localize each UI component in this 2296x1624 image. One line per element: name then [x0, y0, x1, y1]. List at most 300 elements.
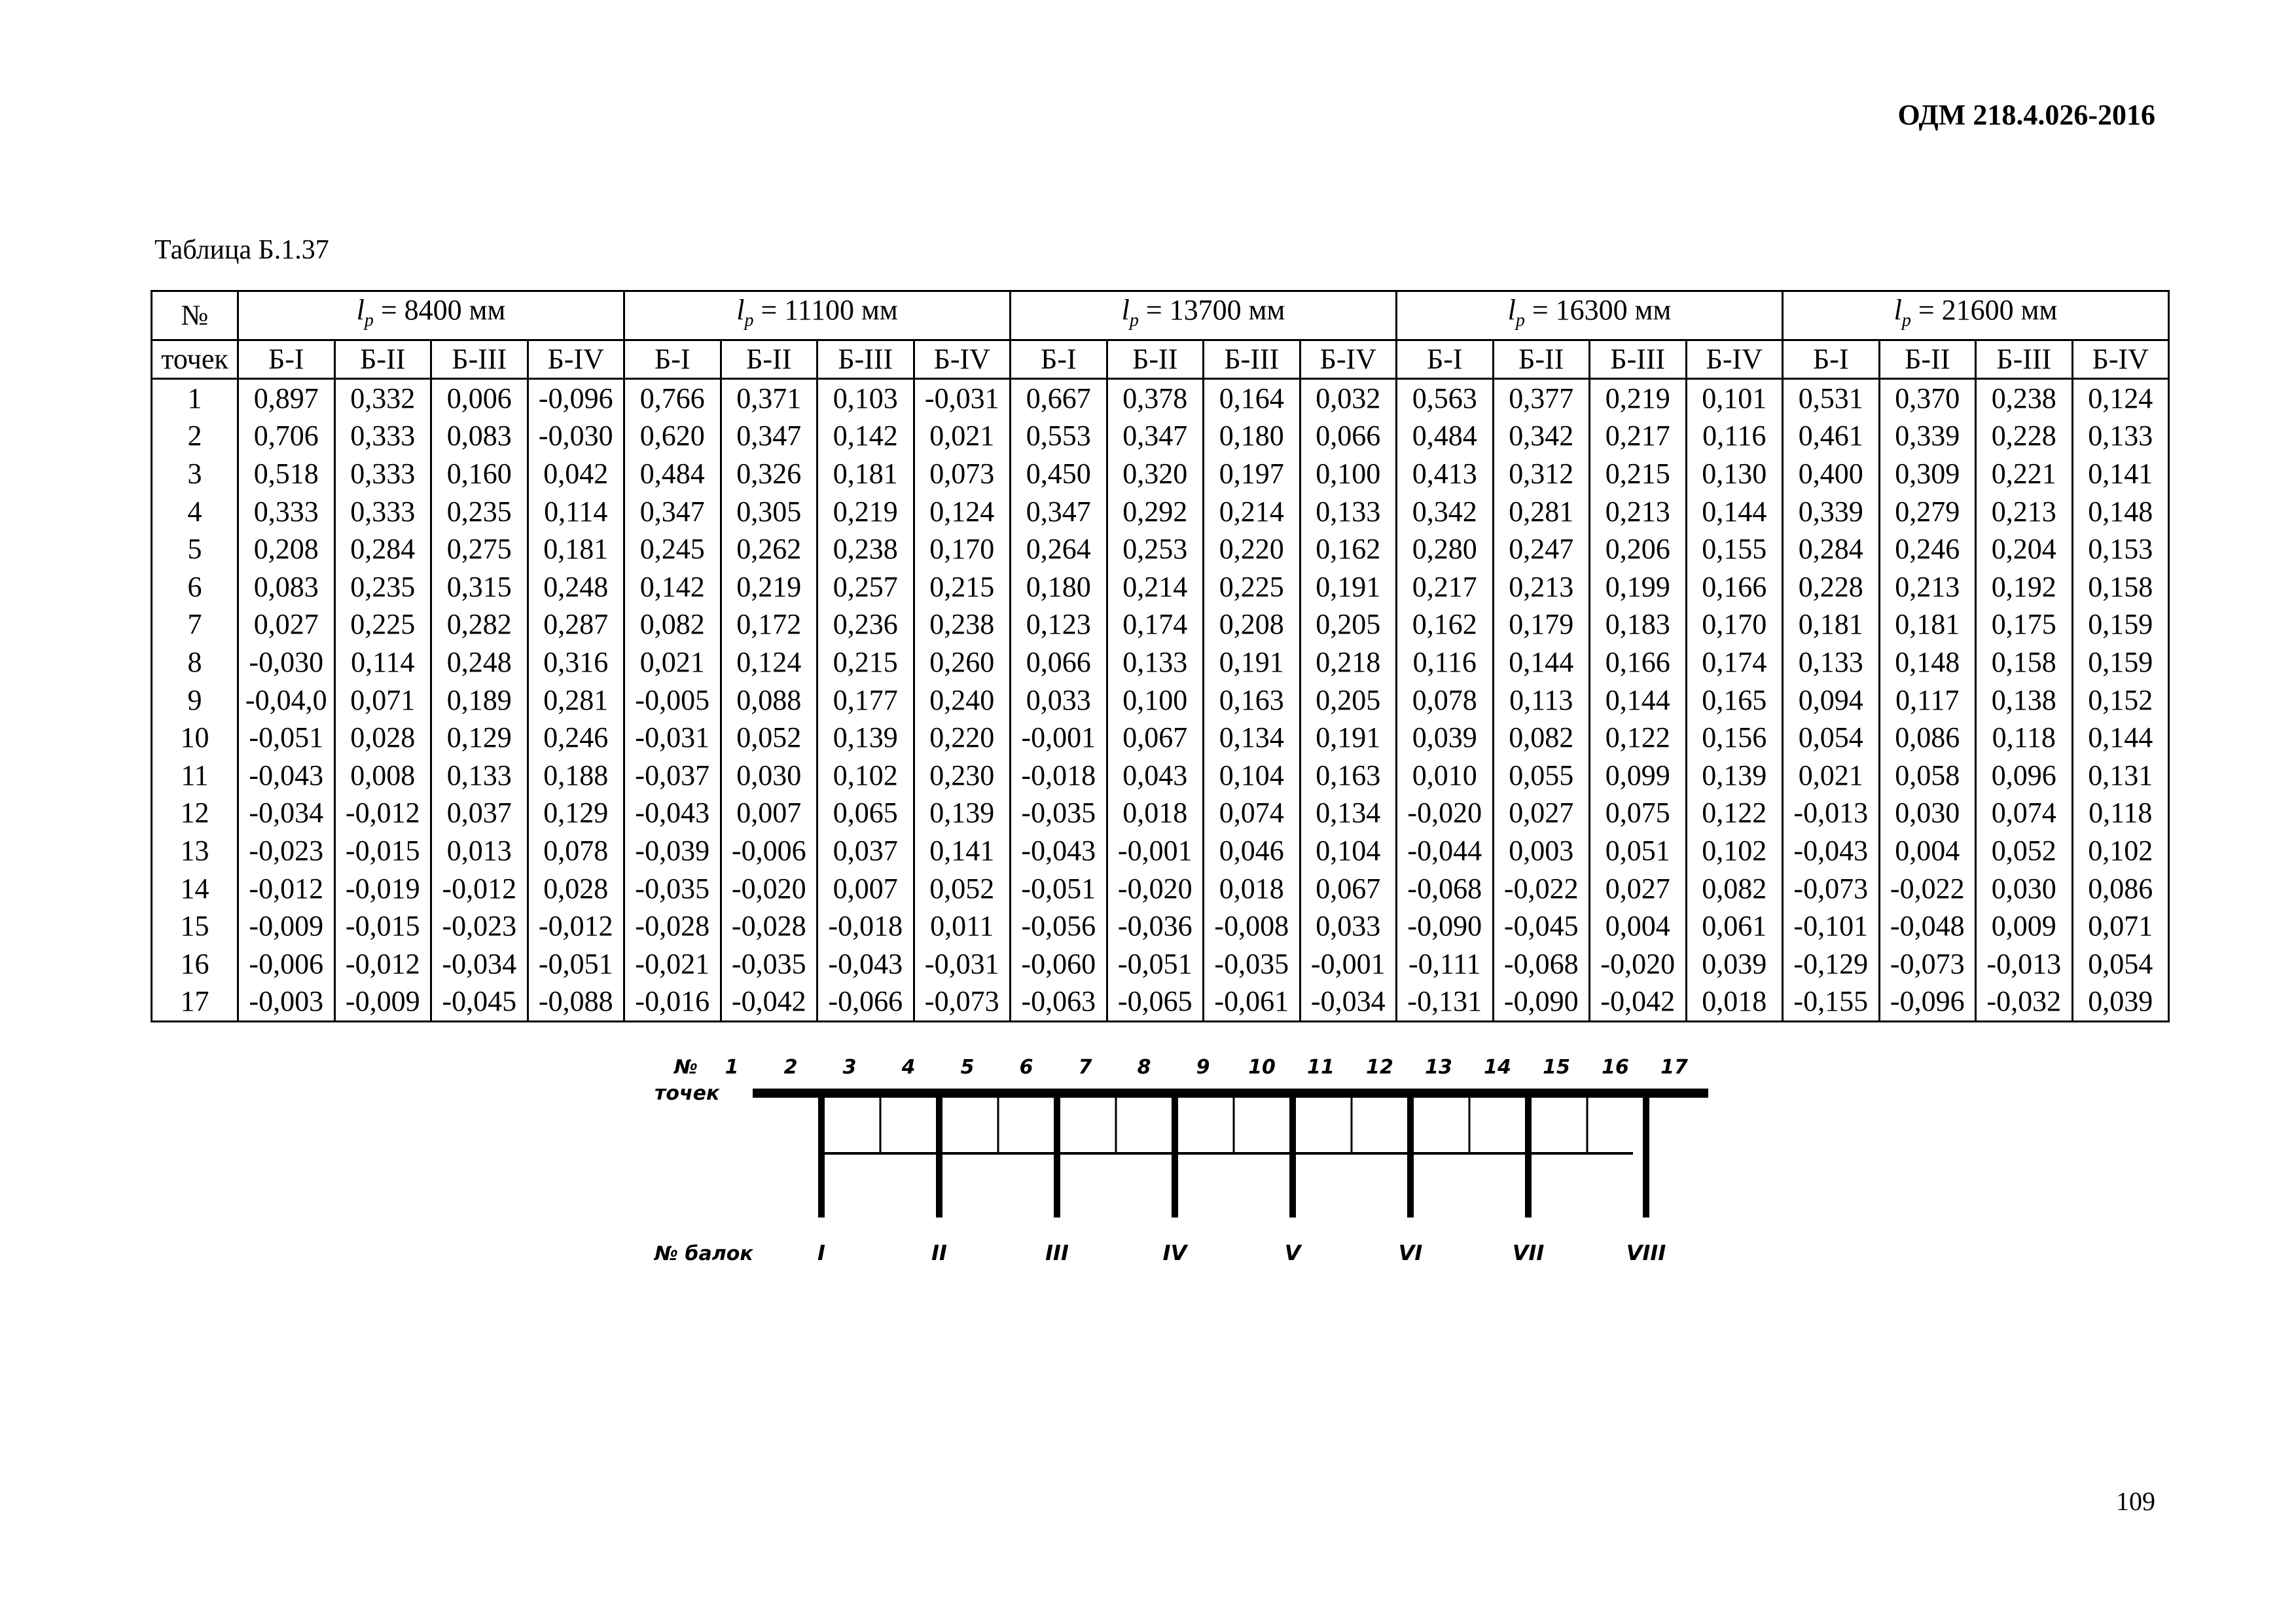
coefficient-cell: 0,213 [1493, 568, 1590, 606]
coefficient-cell: 0,114 [334, 643, 431, 681]
point-number-label: 2 [783, 1056, 798, 1079]
coefficient-cell: -0,015 [334, 832, 431, 870]
coefficient-cell: -0,043 [624, 794, 721, 832]
coefficient-cell: 0,225 [334, 605, 431, 643]
coefficient-cell: 0,142 [624, 568, 721, 606]
coefficient-cell: 0,339 [1879, 417, 1976, 455]
table-row [152, 907, 2169, 945]
coefficient-cell: 0,333 [334, 493, 431, 531]
coefficient-cell: -0,031 [914, 378, 1011, 417]
coefficient-cell: 0,275 [431, 530, 528, 568]
points-label-top: № [674, 1056, 698, 1079]
coefficient-cell: 0,134 [1204, 719, 1300, 757]
coefficient-cell: 0,133 [1107, 643, 1204, 681]
coefficient-cell: -0,022 [1493, 870, 1590, 908]
table-row [152, 530, 2169, 568]
coefficient-cell: 0,083 [238, 568, 335, 606]
coefficient-cell: 0,018 [1107, 794, 1204, 832]
coefficient-cell: -0,020 [1590, 945, 1687, 983]
coefficient-cell: 0,155 [1686, 530, 1783, 568]
coefficient-cell: 0,204 [1976, 530, 2073, 568]
beam-column-header: Б-IV [1686, 340, 1783, 378]
point-number-cell: 1 [152, 378, 238, 417]
coefficient-cell: 0,139 [914, 794, 1011, 832]
coefficient-cell: 0,213 [1590, 493, 1687, 531]
coefficient-cell: 0,215 [1590, 455, 1687, 493]
coefficient-cell: -0,009 [238, 907, 335, 945]
span-symbol: l [1893, 294, 1902, 326]
coefficient-cell: 0,400 [1783, 455, 1880, 493]
span-subscript: p [744, 310, 754, 331]
coefficient-cell: 0,238 [914, 605, 1011, 643]
point-number-cell: 11 [152, 757, 238, 795]
coefficient-cell: 0,009 [1976, 907, 2073, 945]
coefficient-cell: 0,124 [721, 643, 817, 681]
beam-column-header: Б-IV [2072, 340, 2169, 378]
coefficient-cell: 0,199 [1590, 568, 1687, 606]
coefficient-cell: 0,316 [528, 643, 624, 681]
coefficient-cell: 0,082 [624, 605, 721, 643]
coefficient-cell: 0,245 [624, 530, 721, 568]
point-number-label: 10 [1248, 1056, 1276, 1079]
point-number-label: 4 [901, 1056, 916, 1079]
table-row [152, 417, 2169, 455]
beam-column-header: Б-III [1204, 340, 1300, 378]
coefficient-cell: 0,284 [1783, 530, 1880, 568]
coefficient-cell: -0,043 [817, 945, 914, 983]
span-value: = 16300 мм [1524, 294, 1672, 326]
point-number-label: 7 [1078, 1056, 1092, 1079]
coefficient-cell: 0,284 [334, 530, 431, 568]
coefficient-cell: 0,099 [1590, 757, 1687, 795]
coefficient-cell: 0,123 [1011, 605, 1107, 643]
coefficient-cell: 0,086 [1879, 719, 1976, 757]
beam-column-header: Б-II [1107, 340, 1204, 378]
coefficient-cell: 0,007 [817, 870, 914, 908]
span-subscript: p [1901, 310, 1911, 331]
coefficient-cell: -0,012 [528, 907, 624, 945]
point-number-label: 16 [1602, 1056, 1629, 1079]
coefficient-cell: 0,181 [528, 530, 624, 568]
coefficient-cell: 0,141 [914, 832, 1011, 870]
coefficient-cell: -0,035 [624, 870, 721, 908]
coefficient-cell: 0,262 [721, 530, 817, 568]
coefficient-cell: 0,206 [1590, 530, 1687, 568]
coefficient-cell: 0,078 [1397, 681, 1494, 719]
coefficient-cell: 0,100 [1300, 455, 1397, 493]
beam-column-header: Б-I [1783, 340, 1880, 378]
coefficient-cell: 0,342 [1493, 417, 1590, 455]
coefficient-cell: -0,021 [624, 945, 721, 983]
table-row [152, 378, 2169, 417]
coefficient-cell: -0,051 [1011, 870, 1107, 908]
span-subscript: p [364, 310, 374, 331]
coefficient-cell: 0,377 [1493, 378, 1590, 417]
coefficient-cell: -0,001 [1107, 832, 1204, 870]
point-number-cell: 12 [152, 794, 238, 832]
row-header-number: № [152, 291, 238, 340]
span-subscript: p [1129, 310, 1139, 331]
coefficient-cell: 0,066 [1011, 643, 1107, 681]
coefficient-cell: 0,058 [1879, 757, 1976, 795]
coefficient-cell: 0,333 [334, 417, 431, 455]
coefficient-cell: -0,018 [1011, 757, 1107, 795]
coefficient-cell: -0,096 [1879, 983, 1976, 1021]
coefficient-cell: 0,116 [1686, 417, 1783, 455]
coefficient-cell: 0,281 [528, 681, 624, 719]
coefficient-cell: 0,197 [1204, 455, 1300, 493]
coefficient-cell: 0,164 [1204, 378, 1300, 417]
coefficient-cell: 0,055 [1493, 757, 1590, 795]
coefficient-cell: 0,124 [2072, 378, 2169, 417]
coefficient-cell: -0,016 [624, 983, 721, 1021]
coefficient-cell: 0,021 [914, 417, 1011, 455]
coefficient-cell: 0,371 [721, 378, 817, 417]
coefficient-cell: 0,122 [1686, 794, 1783, 832]
coefficient-cell: 0,235 [334, 568, 431, 606]
coefficient-cell: 0,052 [914, 870, 1011, 908]
coefficient-cell: 0,180 [1011, 568, 1107, 606]
coefficient-cell: -0,088 [528, 983, 624, 1021]
table-row [152, 605, 2169, 643]
coefficient-cell: 0,342 [1397, 493, 1494, 531]
document-code: ОДМ 218.4.026-2016 [1897, 99, 2155, 131]
beam-column-header: Б-IV [1300, 340, 1397, 378]
beam-column-header: Б-I [1397, 340, 1494, 378]
point-number-labels [725, 1056, 1688, 1079]
coefficient-cell: 0,129 [528, 794, 624, 832]
point-number-label: 8 [1137, 1056, 1151, 1079]
coefficient-cell: 0,181 [817, 455, 914, 493]
coefficient-cell: 0,071 [2072, 907, 2169, 945]
coefficient-cell: 0,620 [624, 417, 721, 455]
coefficient-cell: 0,134 [1300, 794, 1397, 832]
coefficient-cell: 0,067 [1107, 719, 1204, 757]
coefficient-cell: 0,347 [624, 493, 721, 531]
coefficient-cell: 0,253 [1107, 530, 1204, 568]
coefficient-cell: 0,333 [238, 493, 335, 531]
coefficient-cell: 0,013 [431, 832, 528, 870]
coefficient-cell: -0,066 [817, 983, 914, 1021]
coefficient-cell: -0,020 [721, 870, 817, 908]
coefficient-cell: -0,015 [334, 907, 431, 945]
coefficient-cell: 0,074 [1204, 794, 1300, 832]
coefficient-cell: -0,030 [528, 417, 624, 455]
coefficient-cell: 0,142 [817, 417, 914, 455]
coefficient-cell: 0,218 [1300, 643, 1397, 681]
span-group-header-4 [1397, 291, 1783, 340]
coefficient-cell: 0,100 [1107, 681, 1204, 719]
coefficient-cell: 0,039 [1397, 719, 1494, 757]
coefficient-cell: -0,019 [334, 870, 431, 908]
coefficient-cell: 0,032 [1300, 378, 1397, 417]
coefficient-cell: 0,205 [1300, 605, 1397, 643]
coefficient-cell: 0,051 [1590, 832, 1687, 870]
coefficient-cell: 0,030 [721, 757, 817, 795]
coefficient-cell: 0,221 [1976, 455, 2073, 493]
point-number-cell: 6 [152, 568, 238, 606]
coefficient-cell: 0,148 [2072, 493, 2169, 531]
table-row [152, 643, 2169, 681]
coefficient-cell: 0,706 [238, 417, 335, 455]
point-number-label: 14 [1484, 1056, 1511, 1079]
coefficient-cell: 0,166 [1686, 568, 1783, 606]
point-number-cell: 15 [152, 907, 238, 945]
influence-table [151, 290, 2170, 1022]
coefficient-cell: -0,056 [1011, 907, 1107, 945]
coefficient-cell: -0,013 [1783, 794, 1880, 832]
coefficient-cell: -0,012 [238, 870, 335, 908]
span-symbol: l [736, 294, 745, 326]
coefficient-cell: 0,082 [1493, 719, 1590, 757]
coefficient-cell: -0,036 [1107, 907, 1204, 945]
coefficient-cell: -0,001 [1011, 719, 1107, 757]
table-caption: Таблица Б.1.37 [154, 235, 329, 265]
coefficient-cell: 0,347 [1107, 417, 1204, 455]
coefficient-cell: 0,118 [1976, 719, 2073, 757]
table-header-row-1 [152, 291, 2169, 340]
beam-column-header: Б-I [1011, 340, 1107, 378]
coefficient-cell: -0,043 [1783, 832, 1880, 870]
coefficient-cell: 0,238 [817, 530, 914, 568]
span-value: = 21600 мм [1910, 294, 2058, 326]
coefficient-cell: -0,012 [334, 945, 431, 983]
coefficient-cell: -0,045 [431, 983, 528, 1021]
coefficient-cell: 0,148 [1879, 643, 1976, 681]
coefficient-cell: 0,033 [1011, 681, 1107, 719]
coefficient-cell: 0,312 [1493, 455, 1590, 493]
coefficient-cell: -0,034 [1300, 983, 1397, 1021]
point-number-cell: 13 [152, 832, 238, 870]
coefficient-cell: 0,531 [1783, 378, 1880, 417]
coefficient-cell: -0,101 [1783, 907, 1880, 945]
coefficient-cell: 0,102 [817, 757, 914, 795]
coefficient-cell: 0,160 [431, 455, 528, 493]
coefficient-cell: 0,240 [914, 681, 1011, 719]
coefficient-cell: 0,130 [1686, 455, 1783, 493]
coefficient-cell: 0,027 [1493, 794, 1590, 832]
coefficient-cell: 0,073 [914, 455, 1011, 493]
coefficient-cell: 0,054 [1783, 719, 1880, 757]
coefficient-cell: -0,006 [721, 832, 817, 870]
coefficient-cell: -0,131 [1397, 983, 1494, 1021]
coefficient-cell: -0,032 [1976, 983, 2073, 1021]
coefficient-cell: 0,257 [817, 568, 914, 606]
coefficient-cell: 0,066 [1300, 417, 1397, 455]
beams-label: № балок [655, 1242, 753, 1265]
coefficient-cell: 0,219 [721, 568, 817, 606]
coefficient-cell: -0,043 [238, 757, 335, 795]
coefficient-cell: 0,260 [914, 643, 1011, 681]
coefficient-cell: 0,162 [1397, 605, 1494, 643]
table-row [152, 568, 2169, 606]
coefficient-cell: 0,152 [2072, 681, 2169, 719]
beam-number-label: II [931, 1240, 947, 1265]
span-value: = 11100 мм [753, 294, 898, 326]
coefficient-cell: 0,101 [1686, 378, 1783, 417]
coefficient-cell: 0,086 [2072, 870, 2169, 908]
coefficient-cell: 0,004 [1590, 907, 1687, 945]
coefficient-cell: 0,102 [1686, 832, 1783, 870]
coefficient-cell: 0,228 [1783, 568, 1880, 606]
coefficient-cell: 0,122 [1590, 719, 1687, 757]
beam-column-header: Б-I [624, 340, 721, 378]
coefficient-cell: 0,141 [2072, 455, 2169, 493]
coefficient-cell: 0,333 [334, 455, 431, 493]
coefficient-cell: 0,225 [1204, 568, 1300, 606]
coefficient-cell: 0,156 [1686, 719, 1783, 757]
coefficient-cell: 0,054 [2072, 945, 2169, 983]
coefficient-cell: -0,035 [721, 945, 817, 983]
coefficient-cell: 0,104 [1300, 832, 1397, 870]
point-number-label: 15 [1543, 1056, 1570, 1079]
point-number-label: 12 [1366, 1056, 1393, 1079]
coefficient-cell: 0,248 [431, 643, 528, 681]
coefficient-cell: 0,153 [2072, 530, 2169, 568]
coefficient-cell: 0,158 [2072, 568, 2169, 606]
coefficient-cell: 0,046 [1204, 832, 1300, 870]
coefficient-cell: 0,159 [2072, 643, 2169, 681]
point-number-label: 9 [1196, 1056, 1210, 1079]
coefficient-cell: 0,139 [817, 719, 914, 757]
span-symbol: l [356, 294, 365, 326]
coefficient-cell: 0,165 [1686, 681, 1783, 719]
coefficient-cell: 0,027 [1590, 870, 1687, 908]
coefficient-cell: -0,042 [1590, 983, 1687, 1021]
table-row [152, 983, 2169, 1021]
coefficient-cell: -0,001 [1300, 945, 1397, 983]
coefficient-cell: 0,074 [1976, 794, 2073, 832]
coefficient-cell: 0,220 [1204, 530, 1300, 568]
table-row [152, 719, 2169, 757]
coefficient-cell: 0,287 [528, 605, 624, 643]
coefficient-cell: 0,042 [528, 455, 624, 493]
coefficient-cell: 0,413 [1397, 455, 1494, 493]
beam-number-label: IV [1162, 1240, 1187, 1265]
beam-column-header: Б-I [238, 340, 335, 378]
coefficient-cell: 0,214 [1204, 493, 1300, 531]
coefficient-cell: -0,045 [1493, 907, 1590, 945]
coefficient-cell: -0,005 [624, 681, 721, 719]
coefficient-cell: 0,159 [2072, 605, 2169, 643]
beam-column-header: Б-IV [528, 340, 624, 378]
beam-number-label: III [1045, 1240, 1069, 1265]
coefficient-cell: 0,008 [334, 757, 431, 795]
table-row [152, 870, 2169, 908]
coefficient-cell: 0,282 [431, 605, 528, 643]
coefficient-cell: 0,007 [721, 794, 817, 832]
point-number-cell: 17 [152, 983, 238, 1021]
coefficient-cell: 0,177 [817, 681, 914, 719]
table-row [152, 681, 2169, 719]
coefficient-cell: -0,073 [914, 983, 1011, 1021]
coefficient-cell: 0,088 [721, 681, 817, 719]
coefficient-cell: -0,043 [1011, 832, 1107, 870]
coefficient-cell: 0,247 [1493, 530, 1590, 568]
coefficient-cell: 0,018 [1204, 870, 1300, 908]
table-body [152, 378, 2169, 1021]
coefficient-cell: -0,051 [528, 945, 624, 983]
coefficient-cell: 0,124 [914, 493, 1011, 531]
coefficient-cell: 0,179 [1493, 605, 1590, 643]
coefficient-cell: 0,144 [1590, 681, 1687, 719]
coefficient-cell: 0,230 [914, 757, 1011, 795]
span-group-header-1 [238, 291, 624, 340]
span-value: = 8400 мм [373, 294, 506, 326]
coefficient-cell: 0,191 [1204, 643, 1300, 681]
coefficient-cell: -0,028 [624, 907, 721, 945]
coefficient-cell: 0,071 [334, 681, 431, 719]
coefficient-cell: 0,133 [431, 757, 528, 795]
coefficient-cell: -0,035 [1011, 794, 1107, 832]
coefficient-cell: -0,096 [528, 378, 624, 417]
coefficient-cell: 0,133 [1300, 493, 1397, 531]
coefficient-cell: 0,305 [721, 493, 817, 531]
point-number-cell: 14 [152, 870, 238, 908]
coefficient-cell: 0,138 [1976, 681, 2073, 719]
coefficient-cell: 0,118 [2072, 794, 2169, 832]
coefficient-cell: 0,104 [1204, 757, 1300, 795]
coefficient-cell: 0,163 [1204, 681, 1300, 719]
coefficient-cell: 0,339 [1783, 493, 1880, 531]
coefficient-cell: 0,116 [1397, 643, 1494, 681]
span-symbol: l [1121, 294, 1130, 326]
coefficient-cell: 0,214 [1107, 568, 1204, 606]
coefficient-cell: 0,144 [1686, 493, 1783, 531]
coefficient-cell: 0,553 [1011, 417, 1107, 455]
coefficient-cell: -0,048 [1879, 907, 1976, 945]
point-number-cell: 2 [152, 417, 238, 455]
coefficient-cell: 0,003 [1493, 832, 1590, 870]
coefficient-cell: -0,009 [334, 983, 431, 1021]
coefficient-cell: 0,219 [1590, 378, 1687, 417]
coefficient-cell: -0,129 [1783, 945, 1880, 983]
coefficient-cell: -0,020 [1107, 870, 1204, 908]
beam-number-label: VI [1398, 1240, 1423, 1265]
coefficient-cell: -0,013 [1976, 945, 2073, 983]
coefficient-cell: 0,208 [1204, 605, 1300, 643]
point-number-label: 5 [960, 1056, 975, 1079]
coefficient-cell: -0,018 [817, 907, 914, 945]
coefficient-cell: 0,030 [1879, 794, 1976, 832]
coefficient-cell: -0,065 [1107, 983, 1204, 1021]
span-group-header-2 [624, 291, 1011, 340]
point-number-cell: 3 [152, 455, 238, 493]
beam-column-header: Б-II [1493, 340, 1590, 378]
coefficient-cell: 0,181 [1783, 605, 1880, 643]
table-row [152, 455, 2169, 493]
span-symbol: l [1507, 294, 1516, 326]
coefficient-cell: 0,208 [238, 530, 335, 568]
coefficient-cell: -0,090 [1397, 907, 1494, 945]
table-row [152, 493, 2169, 531]
coefficient-cell: 0,205 [1300, 681, 1397, 719]
coefficient-cell: 0,191 [1300, 568, 1397, 606]
coefficient-cell: -0,006 [238, 945, 335, 983]
coefficient-cell: 0,170 [1686, 605, 1783, 643]
coefficient-cell: 0,326 [721, 455, 817, 493]
coefficient-cell: 0,096 [1976, 757, 2073, 795]
span-value: = 13700 мм [1138, 294, 1285, 326]
coefficient-cell: 0,133 [2072, 417, 2169, 455]
coefficient-cell: 0,075 [1590, 794, 1687, 832]
coefficient-cell: 0,113 [1493, 681, 1590, 719]
coefficient-cell: 0,131 [2072, 757, 2169, 795]
beam-column-header: Б-III [1976, 340, 2073, 378]
coefficient-cell: 0,021 [624, 643, 721, 681]
point-number-label: 3 [842, 1056, 857, 1079]
point-number-cell: 4 [152, 493, 238, 531]
